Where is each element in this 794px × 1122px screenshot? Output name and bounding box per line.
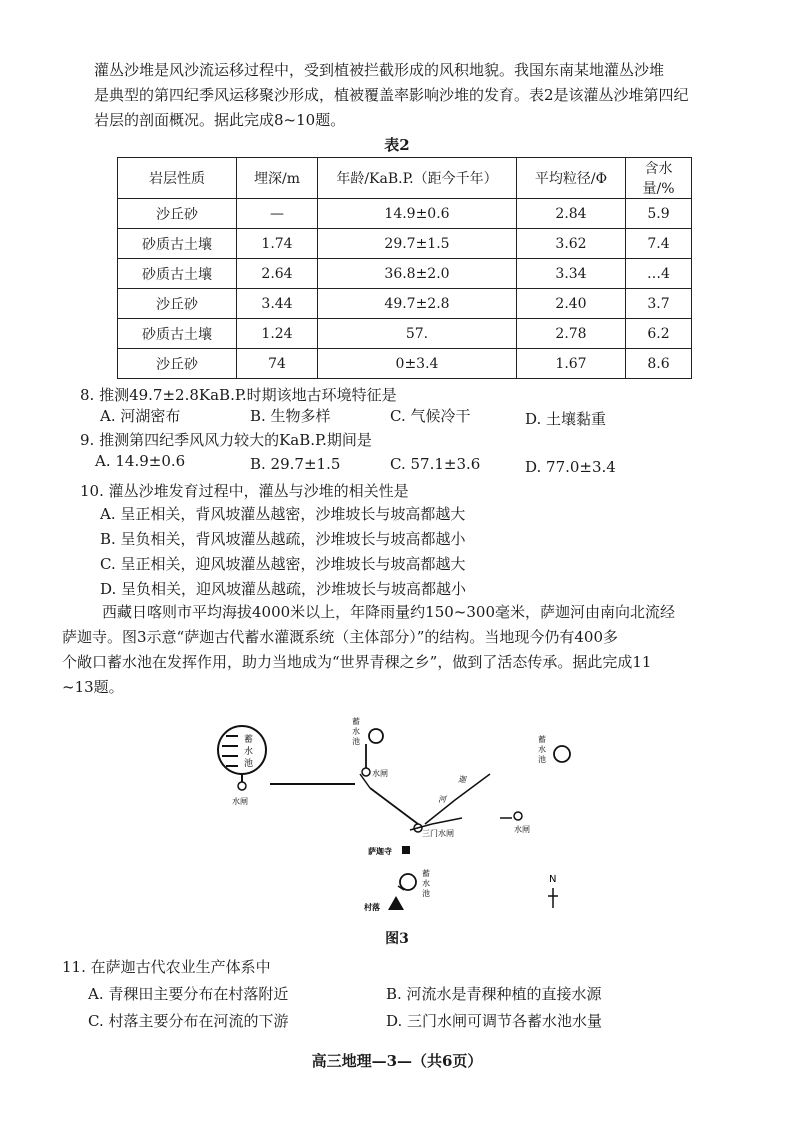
cell: 36.8±2.0	[318, 259, 517, 289]
cell: —	[237, 199, 318, 229]
col-header: 年龄/KaB.P.（距今千年）	[318, 158, 517, 199]
passage-line: ~13题。	[62, 678, 124, 696]
cell: 3.44	[237, 289, 318, 319]
river-label-char: 河	[438, 795, 446, 804]
figure-caption: 图3	[385, 931, 409, 947]
cell: …4	[626, 259, 692, 289]
pool-label-char: 池	[538, 755, 546, 764]
pool-icon	[554, 746, 570, 762]
intro-line: 是典型的第四纪季风运移聚沙形成，植被覆盖率影响沙堆的发育。表2是该灌丛沙堆第四纪	[94, 86, 689, 104]
passage-line: 萨迦寺。图3示意“萨迦古代蓄水灌溉系统（主体部分）”的结构。当地现今仍有400多	[62, 628, 619, 646]
page-footer: 高三地理—3—（共6页）	[311, 1052, 483, 1070]
cell: 2.40	[517, 289, 626, 319]
cell: 74	[237, 349, 318, 379]
cell: 57.	[318, 319, 517, 349]
pool-label-char: 池	[422, 889, 430, 898]
pool-label-char: 水	[244, 747, 254, 757]
table-title: 表2	[384, 136, 410, 154]
q10-option-c: C. 呈正相关，迎风坡灌丛越密，沙堆坡长与坡高都越大	[100, 555, 466, 573]
village-icon	[388, 896, 404, 910]
cell: 0±3.4	[318, 349, 517, 379]
pool-label-char: 蓄	[538, 735, 546, 744]
question-8-stem: 8. 推测49.7±2.8KaB.P.时期该地古环境特征是	[80, 386, 397, 404]
pool-label-char: 蓄	[352, 717, 360, 726]
cell: 2.84	[517, 199, 626, 229]
passage-line: 西藏日喀则市平均海拔4000米以上，年降雨量约150~300毫米，萨迦河由南向北流经	[102, 603, 676, 621]
cell: 6.2	[626, 319, 692, 349]
pool-icon	[369, 729, 383, 743]
col-header: 平均粒径/Φ	[517, 158, 626, 199]
cell: 沙丘砂	[118, 199, 237, 229]
table-row	[118, 199, 692, 229]
q9-option-c: C. 57.1±3.6	[390, 455, 481, 473]
cell: 2.64	[237, 259, 318, 289]
col-header: 含水量/%	[626, 158, 692, 199]
intro-line: 岩层的剖面概况。据此完成8~10题。	[94, 111, 346, 129]
q10-option-d: D. 呈负相关，迎风坡灌丛越疏，沙堆坡长与坡高都越小	[100, 580, 467, 598]
question-10-stem: 10. 灌丛沙堆发育过程中，灌丛与沙堆的相关性是	[80, 482, 409, 500]
profile-table	[117, 157, 692, 379]
question-9-stem: 9. 推测第四纪季风风力较大的KaB.P.期间是	[80, 431, 372, 449]
q11-option-b: B. 河流水是青稞种植的直接水源	[386, 985, 602, 1003]
q11-option-c: C. 村落主要分布在河流的下游	[88, 1012, 289, 1030]
pool-large-topleft	[218, 726, 266, 774]
channel-line	[370, 788, 418, 824]
q8-option-c: C. 气候冷干	[390, 407, 471, 425]
pool-label-char: 蓄	[244, 735, 254, 745]
q11-option-d: D. 三门水闸可调节各蓄水池水量	[386, 1012, 603, 1030]
gate-label: 水闸	[372, 769, 388, 778]
table-header-row	[118, 158, 692, 199]
table-row	[118, 259, 692, 289]
cell: 砂质古土壤	[118, 229, 237, 259]
temple-icon	[402, 846, 410, 854]
temple-label: 萨迦寺	[368, 847, 392, 856]
pool-label-char: 水	[422, 879, 430, 888]
col-header: 埋深/m	[237, 158, 318, 199]
gate-icon	[362, 768, 370, 776]
cell: 2.78	[517, 319, 626, 349]
table-row	[118, 349, 692, 379]
cell: 1.24	[237, 319, 318, 349]
cell: 1.67	[517, 349, 626, 379]
q8-option-d: D. 土壤黏重	[525, 410, 607, 428]
cell: 3.62	[517, 229, 626, 259]
pool-label-char: 池	[352, 737, 360, 746]
q10-option-a: A. 呈正相关，背风坡灌丛越密，沙堆坡长与坡高都越大	[100, 505, 466, 523]
cell: 5.9	[626, 199, 692, 229]
table-row	[118, 319, 692, 349]
q8-option-a: A. 河湖密布	[100, 407, 181, 425]
gate-label: 水闸	[232, 797, 248, 806]
cell: 3.7	[626, 289, 692, 319]
river-label-char: 迦	[458, 775, 466, 784]
gate-label: 水闸	[514, 825, 530, 834]
q8-option-b: B. 生物多样	[250, 407, 331, 425]
cell: 3.34	[517, 259, 626, 289]
passage-2	[62, 600, 742, 700]
cell: 8.6	[626, 349, 692, 379]
question-11-stem: 11. 在萨迦古代农业生产体系中	[62, 958, 271, 976]
gate-icon	[238, 782, 246, 790]
cell: 沙丘砂	[118, 289, 237, 319]
q9-option-b: B. 29.7±1.5	[250, 455, 341, 473]
irrigation-system-diagram	[200, 712, 600, 952]
q11-option-a: A. 青稞田主要分布在村落附近	[88, 985, 289, 1003]
pool-label-char: 池	[244, 759, 254, 769]
q9-option-d: D. 77.0±3.4	[525, 458, 616, 476]
cell: 砂质古土壤	[118, 259, 237, 289]
pool-label-char: 水	[538, 745, 546, 754]
q10-option-b: B. 呈负相关，背风坡灌丛越疏，沙堆坡长与坡高都越小	[100, 530, 466, 548]
table-row	[118, 289, 692, 319]
cell: 14.9±0.6	[318, 199, 517, 229]
cell: 1.74	[237, 229, 318, 259]
intro-paragraph	[94, 58, 734, 133]
cell: 7.4	[626, 229, 692, 259]
col-header: 岩层性质	[118, 158, 237, 199]
intro-line: 灌丛沙堆是风沙流运移过程中，受到植被拦截形成的风积地貌。我国东南某地灌丛沙堆	[94, 61, 665, 79]
passage-line: 个敞口蓄水池在发挥作用，助力当地成为“世界青稞之乡”，做到了活态传承。据此完成11	[62, 653, 652, 671]
cell: 砂质古土壤	[118, 319, 237, 349]
pool-icon	[400, 874, 416, 890]
cell: 29.7±1.5	[318, 229, 517, 259]
cell: 49.7±2.8	[318, 289, 517, 319]
pool-label-char: 水	[352, 727, 360, 736]
cell: 沙丘砂	[118, 349, 237, 379]
q9-option-a: A. 14.9±0.6	[95, 452, 186, 470]
pool-label-char: 蓄	[422, 869, 430, 878]
table-row	[118, 229, 692, 259]
three-gate-label: 三门水闸	[422, 829, 454, 838]
village-label: 村落	[364, 903, 380, 912]
gate-icon	[514, 812, 522, 820]
north-label: N	[549, 874, 557, 885]
